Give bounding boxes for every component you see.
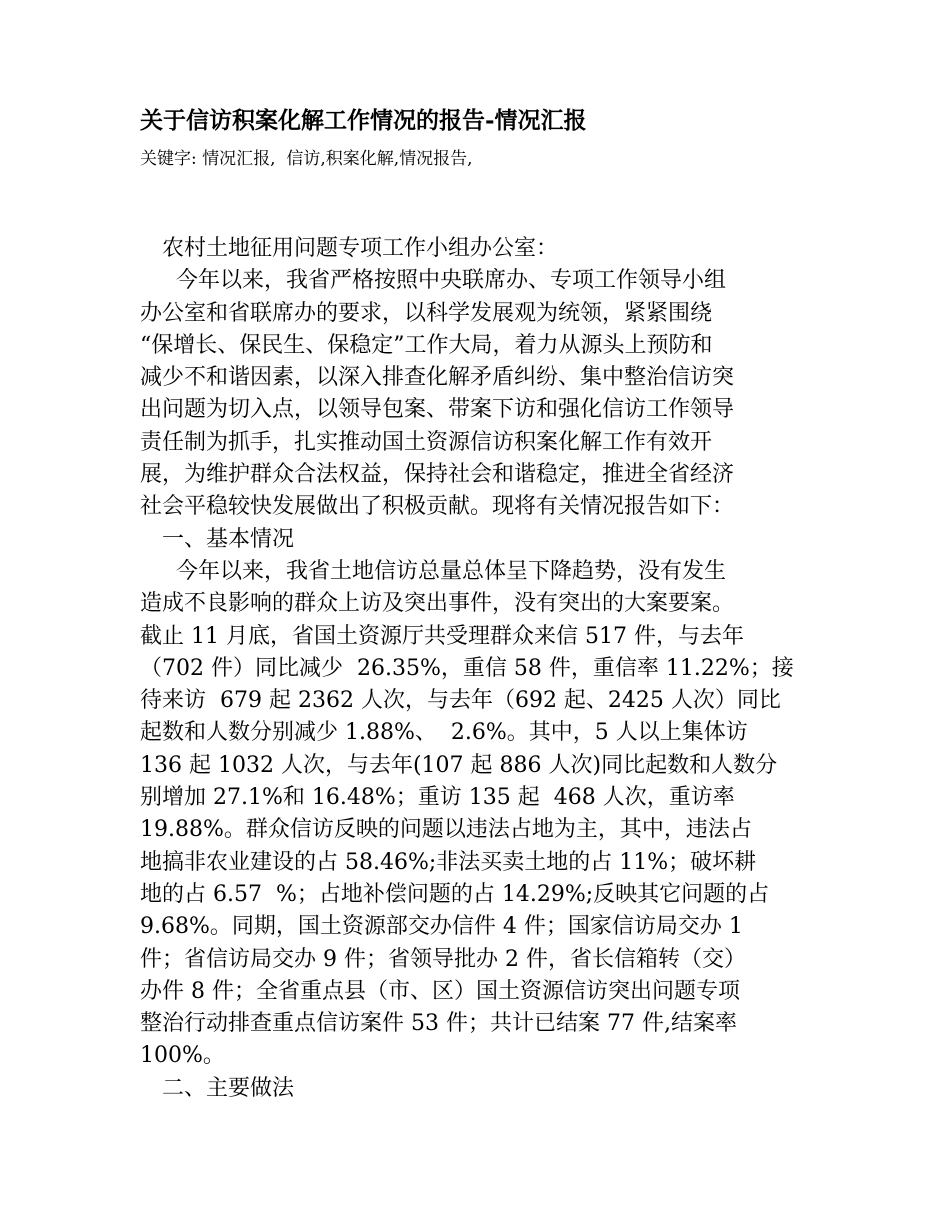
body-line: 地搞非农业建设的占 58.46%;非法买卖土地的占 11%；破坏耕 (140, 849, 757, 875)
body-line: 造成不良影响的群众上访及突出事件，没有突出的大案要案。 (140, 591, 735, 617)
body-line: 办公室和省联席办的要求，以科学发展观为统领，紧紧围绕 (140, 300, 713, 326)
body-line: 社会平稳较快发展做出了积极贡献。现将有关情况报告如下： (140, 494, 735, 520)
body-line: 9.68%。同期，国土资源部交办信件 4 件；国家信访局交办 1 (140, 914, 743, 940)
body-line: “保增长、保民生、保稳定”工作大局，着力从源头上预防和 (140, 332, 713, 358)
body-line: 100%。 (140, 1043, 225, 1069)
body-line: 起数和人数分别减少 1.88%、 2.6%。其中，5 人以上集体访 (140, 720, 748, 746)
body-line: 减少不和谐因素，以深入排查化解矛盾纠纷、集中整治信访突 (140, 365, 735, 391)
body-line: 农村土地征用问题专项工作小组办公室： (162, 236, 559, 261)
body-line: （702 件）同比减少 26.35%，重信 58 件，重信率 11.22%；接 (140, 655, 794, 681)
body-line: 件；省信访局交办 9 件；省领导批办 2 件，省长信箱转（交） (140, 946, 746, 972)
document-body (140, 233, 815, 1105)
body-line: 二、主要做法 (162, 1075, 295, 1101)
body-line: 地的占 6.57 %；占地补偿问题的占 14.29%;反映其它问题的占 (140, 881, 770, 907)
body-line: 19.88%。群众信访反映的问题以违法占地为主，其中，违法占 (140, 817, 752, 843)
body-line: 整治行动排查重点信访案件 53 件；共计已结案 77 件,结案率 (140, 1011, 737, 1037)
body-line: 待来访 679 起 2362 人次，与去年（692 起、2425 人次）同比 (140, 688, 781, 714)
keywords-line: 关键字: 情况汇报, 信访,积案化解,情况报告, (140, 149, 473, 169)
document-title: 关于信访积案化解工作情况的报告-情况汇报 (140, 107, 587, 134)
body-line: 今年以来，我省土地信访总量总体呈下降趋势，没有发生 (176, 558, 727, 584)
body-line: 截止 11 月底，省国土资源厅共受理群众来信 517 件，与去年 (140, 623, 744, 649)
body-line: 一、基本情况 (162, 526, 295, 552)
body-line: 别增加 27.1%和 16.48%；重访 135 起 468 人次，重访率 (140, 785, 735, 811)
body-line: 责任制为抓手，扎实推动国土资源信访积案化解工作有效开 (140, 429, 713, 455)
body-line: 出问题为切入点，以领导包案、带案下访和强化信访工作领导 (140, 397, 735, 423)
body-line: 今年以来，我省严格按照中央联席办、专项工作领导小组 (176, 268, 727, 294)
body-line: 办件 8 件；全省重点县（市、区）国土资源信访突出问题专项 (140, 978, 740, 1004)
body-line: 136 起 1032 人次，与去年(107 起 886 人次)同比起数和人数分 (140, 752, 778, 778)
body-line: 展，为维护群众合法权益，保持社会和谐稳定，推进全省经济 (140, 462, 735, 488)
